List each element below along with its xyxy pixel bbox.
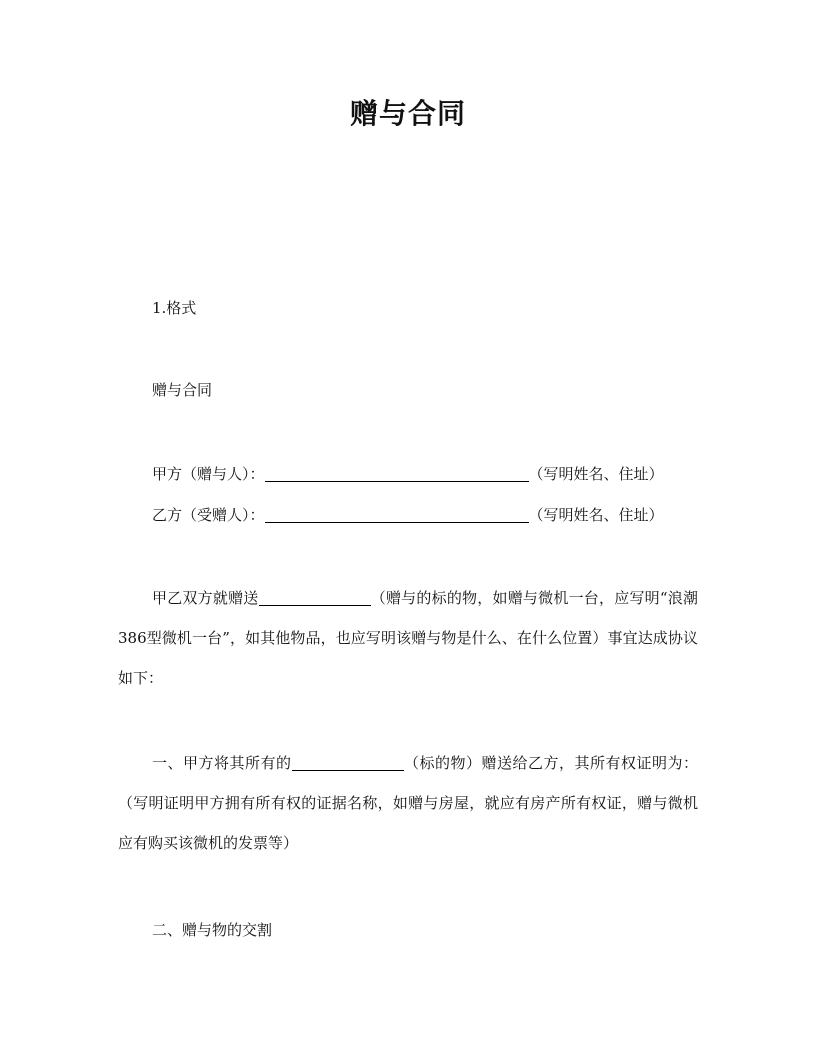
contract-name: 赠与合同 bbox=[152, 381, 213, 399]
intro-prefix: 甲乙双方就赠送 bbox=[152, 589, 259, 607]
intro-suffix: （赠与的标的物，如赠与微机一台，应写明“浪潮386型微机一台”，如其他物品，也应写明该赠与物是什么、在什么位置）事宜达成协议如下： bbox=[118, 589, 698, 687]
intro-paragraph bbox=[118, 578, 698, 698]
party-b-blank bbox=[265, 506, 529, 523]
section-format-heading: 1.格式 bbox=[152, 299, 197, 317]
party-a-label: 甲方（赠与人）： bbox=[152, 465, 265, 483]
clause-two-heading: 二、赠与物的交割 bbox=[152, 921, 273, 939]
clause-one-prefix: 一、甲方将其所有的 bbox=[152, 754, 292, 772]
party-a-note: （写明姓名、住址） bbox=[528, 465, 664, 483]
gift-item-blank bbox=[259, 589, 371, 606]
subject-matter-blank bbox=[292, 754, 404, 771]
clause-one-suffix: （标的物）赠送给乙方，其所有权证明为：（写明证明甲方拥有所有权的证据名称，如赠与房屋，就应有房产所有权证，赠与微机应有购买该微机的发票等） bbox=[118, 754, 698, 852]
party-b-label: 乙方（受赠人）： bbox=[152, 506, 265, 524]
party-b-note: （写明姓名、住址） bbox=[528, 506, 664, 524]
party-b-line bbox=[152, 505, 664, 525]
party-a-blank bbox=[265, 465, 529, 482]
clause-one-paragraph bbox=[118, 743, 698, 863]
document-title: 赠与合同 bbox=[349, 97, 466, 130]
party-a-line bbox=[152, 464, 664, 484]
